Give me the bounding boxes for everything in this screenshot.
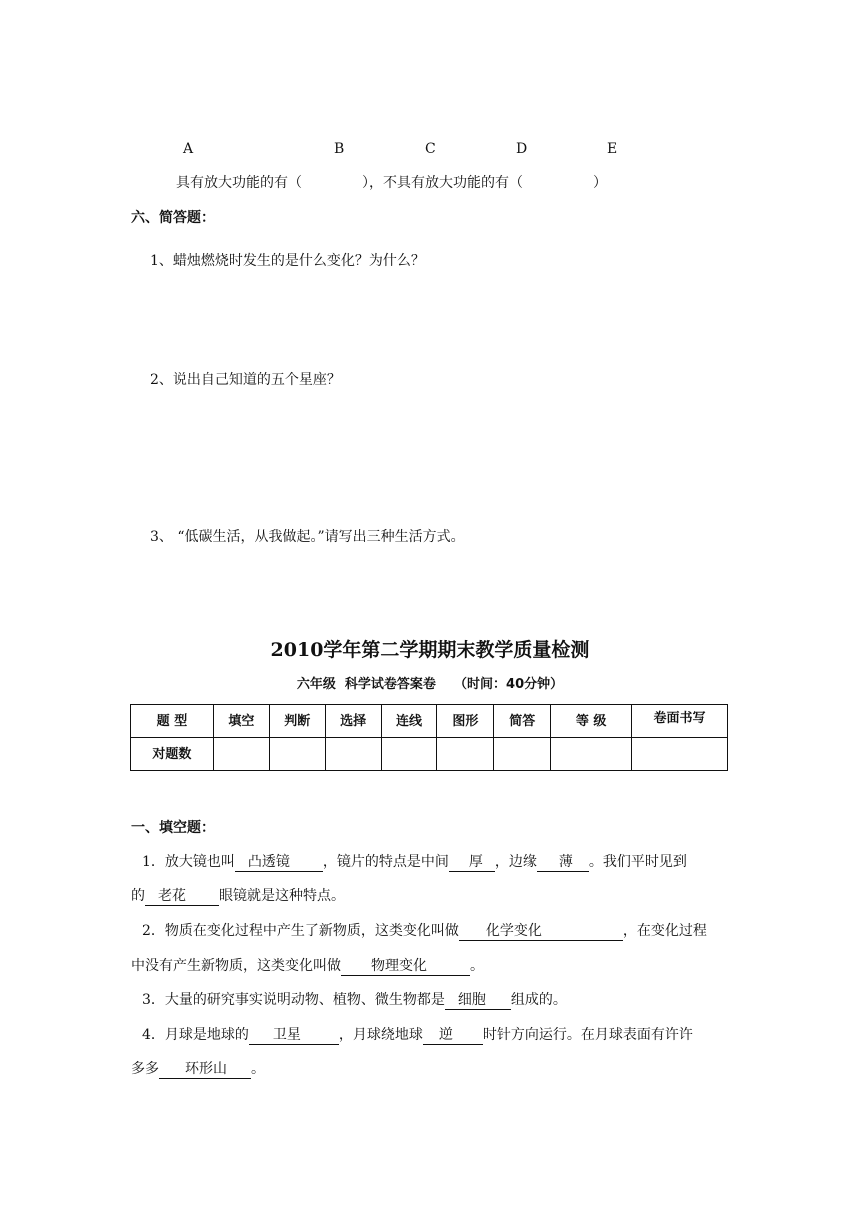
fill-q2-text-e: 。 (470, 958, 484, 974)
section6-title: 六、简答题： (131, 210, 215, 226)
score-cell (381, 738, 437, 771)
score-cell (213, 738, 269, 771)
fill-q2-answer-2: 物理变化 (341, 958, 470, 976)
header-cell-short-answer: 简答 (494, 705, 551, 738)
fill-q2-line1 (142, 921, 707, 941)
header-cell-choose: 选择 (325, 705, 381, 738)
fill-q2-text-c: ，在变化过程 (622, 923, 707, 939)
fill-q2-line2 (131, 956, 484, 976)
fill-q1-answer-1: 凸透镜 (235, 854, 323, 872)
row-label-correct-count: 对题数 (131, 738, 214, 771)
score-cell (325, 738, 381, 771)
section6-q1: 1、蜡烛燃烧时发生的是什么变化？为什么？ (150, 253, 425, 269)
fill-q1-text-f: 的 (131, 888, 145, 904)
score-table-header-row (131, 705, 728, 738)
fill-q1-text-g: 眼镜就是这种特点。 (219, 888, 345, 904)
fill-q4-text-d: 时针方向运行。在月球表面有许许 (482, 1027, 693, 1043)
magnify-text-3: ） (593, 175, 607, 191)
fill-q3-text-a: 3．大量的研究事实说明动物、植物、微生物都是 (142, 992, 445, 1008)
fill-q4-text-e: 多多 (131, 1061, 159, 1077)
figure-label-c: C (425, 141, 436, 157)
fill-q4-text-c: ，月球绕地球 (338, 1027, 423, 1043)
fill-q1-text-d: ，边缘 (494, 854, 537, 870)
figure-label-b: B (334, 141, 345, 157)
magnify-question (176, 173, 607, 193)
fill-q1-answer-3: 薄 (537, 854, 589, 872)
fill-q2-text-a: 2．物质在变化过程中产生了新物质，这类变化叫做 (142, 923, 459, 939)
score-cell (437, 738, 494, 771)
figure-label-e: E (607, 141, 618, 157)
score-cell (494, 738, 551, 771)
fill-q2-text-d: 中没有产生新物质，这类变化叫做 (131, 958, 341, 974)
fill-q4-answer-1: 卫星 (249, 1027, 339, 1045)
fill-blank-title: 一、填空题： (131, 820, 215, 836)
fill-q4-text-f: 。 (251, 1061, 265, 1077)
header-cell-type: 题 型 (131, 705, 214, 738)
section6-q2: 2、说出自己知道的五个星座？ (150, 372, 341, 388)
section6-q3: 3、 “低碳生活，从我做起。”请写出三种生活方式。 (150, 529, 465, 545)
figure-label-d: D (516, 141, 528, 157)
fill-q4-line1 (142, 1025, 693, 1045)
score-cell (632, 738, 728, 771)
fill-q4-answer-2: 逆 (423, 1027, 483, 1045)
fill-q2-answer-1: 化学变化 (459, 923, 623, 941)
fill-q1-text-e: 。我们平时见到 (588, 854, 687, 870)
fill-q1-line2 (131, 886, 345, 906)
answer-sheet-title: 2010学年第二学期期末教学质量检测 (270, 639, 590, 661)
fill-q4-line2 (131, 1059, 265, 1079)
header-cell-grade: 等 级 (551, 705, 632, 738)
header-cell-connect: 连线 (381, 705, 437, 738)
fill-q3-text-c: 组成的。 (510, 992, 567, 1008)
score-cell (551, 738, 632, 771)
fill-q1-answer-4: 老花 (145, 888, 219, 906)
fill-q3-line (142, 990, 567, 1010)
header-cell-judge: 判断 (269, 705, 325, 738)
score-table (130, 704, 728, 771)
fill-q1-text-a: 1．放大镜也叫 (142, 854, 235, 870)
header-cell-figure: 图形 (437, 705, 494, 738)
answer-sheet-subtitle: 六年级 科学试卷答案卷 （时间：40分钟） (296, 677, 564, 692)
fill-q1-answer-2: 厚 (449, 854, 495, 872)
header-cell-handwriting: 卷面书写 (632, 705, 728, 738)
magnify-text-2: ），不具有放大功能的有（ (362, 175, 523, 191)
fill-q4-answer-3: 环形山 (159, 1061, 251, 1079)
score-table-row (131, 738, 728, 771)
fill-q4-text-a: 4．月球是地球的 (142, 1027, 249, 1043)
fill-q3-answer-1: 细胞 (445, 992, 511, 1010)
header-cell-fill: 填空 (213, 705, 269, 738)
magnify-text-1: 具有放大功能的有（ (176, 175, 302, 191)
fill-q1-text-c: ，镜片的特点是中间 (322, 854, 449, 870)
score-cell (269, 738, 325, 771)
fill-q1-line1 (142, 852, 687, 872)
figure-label-a: A (183, 141, 194, 157)
